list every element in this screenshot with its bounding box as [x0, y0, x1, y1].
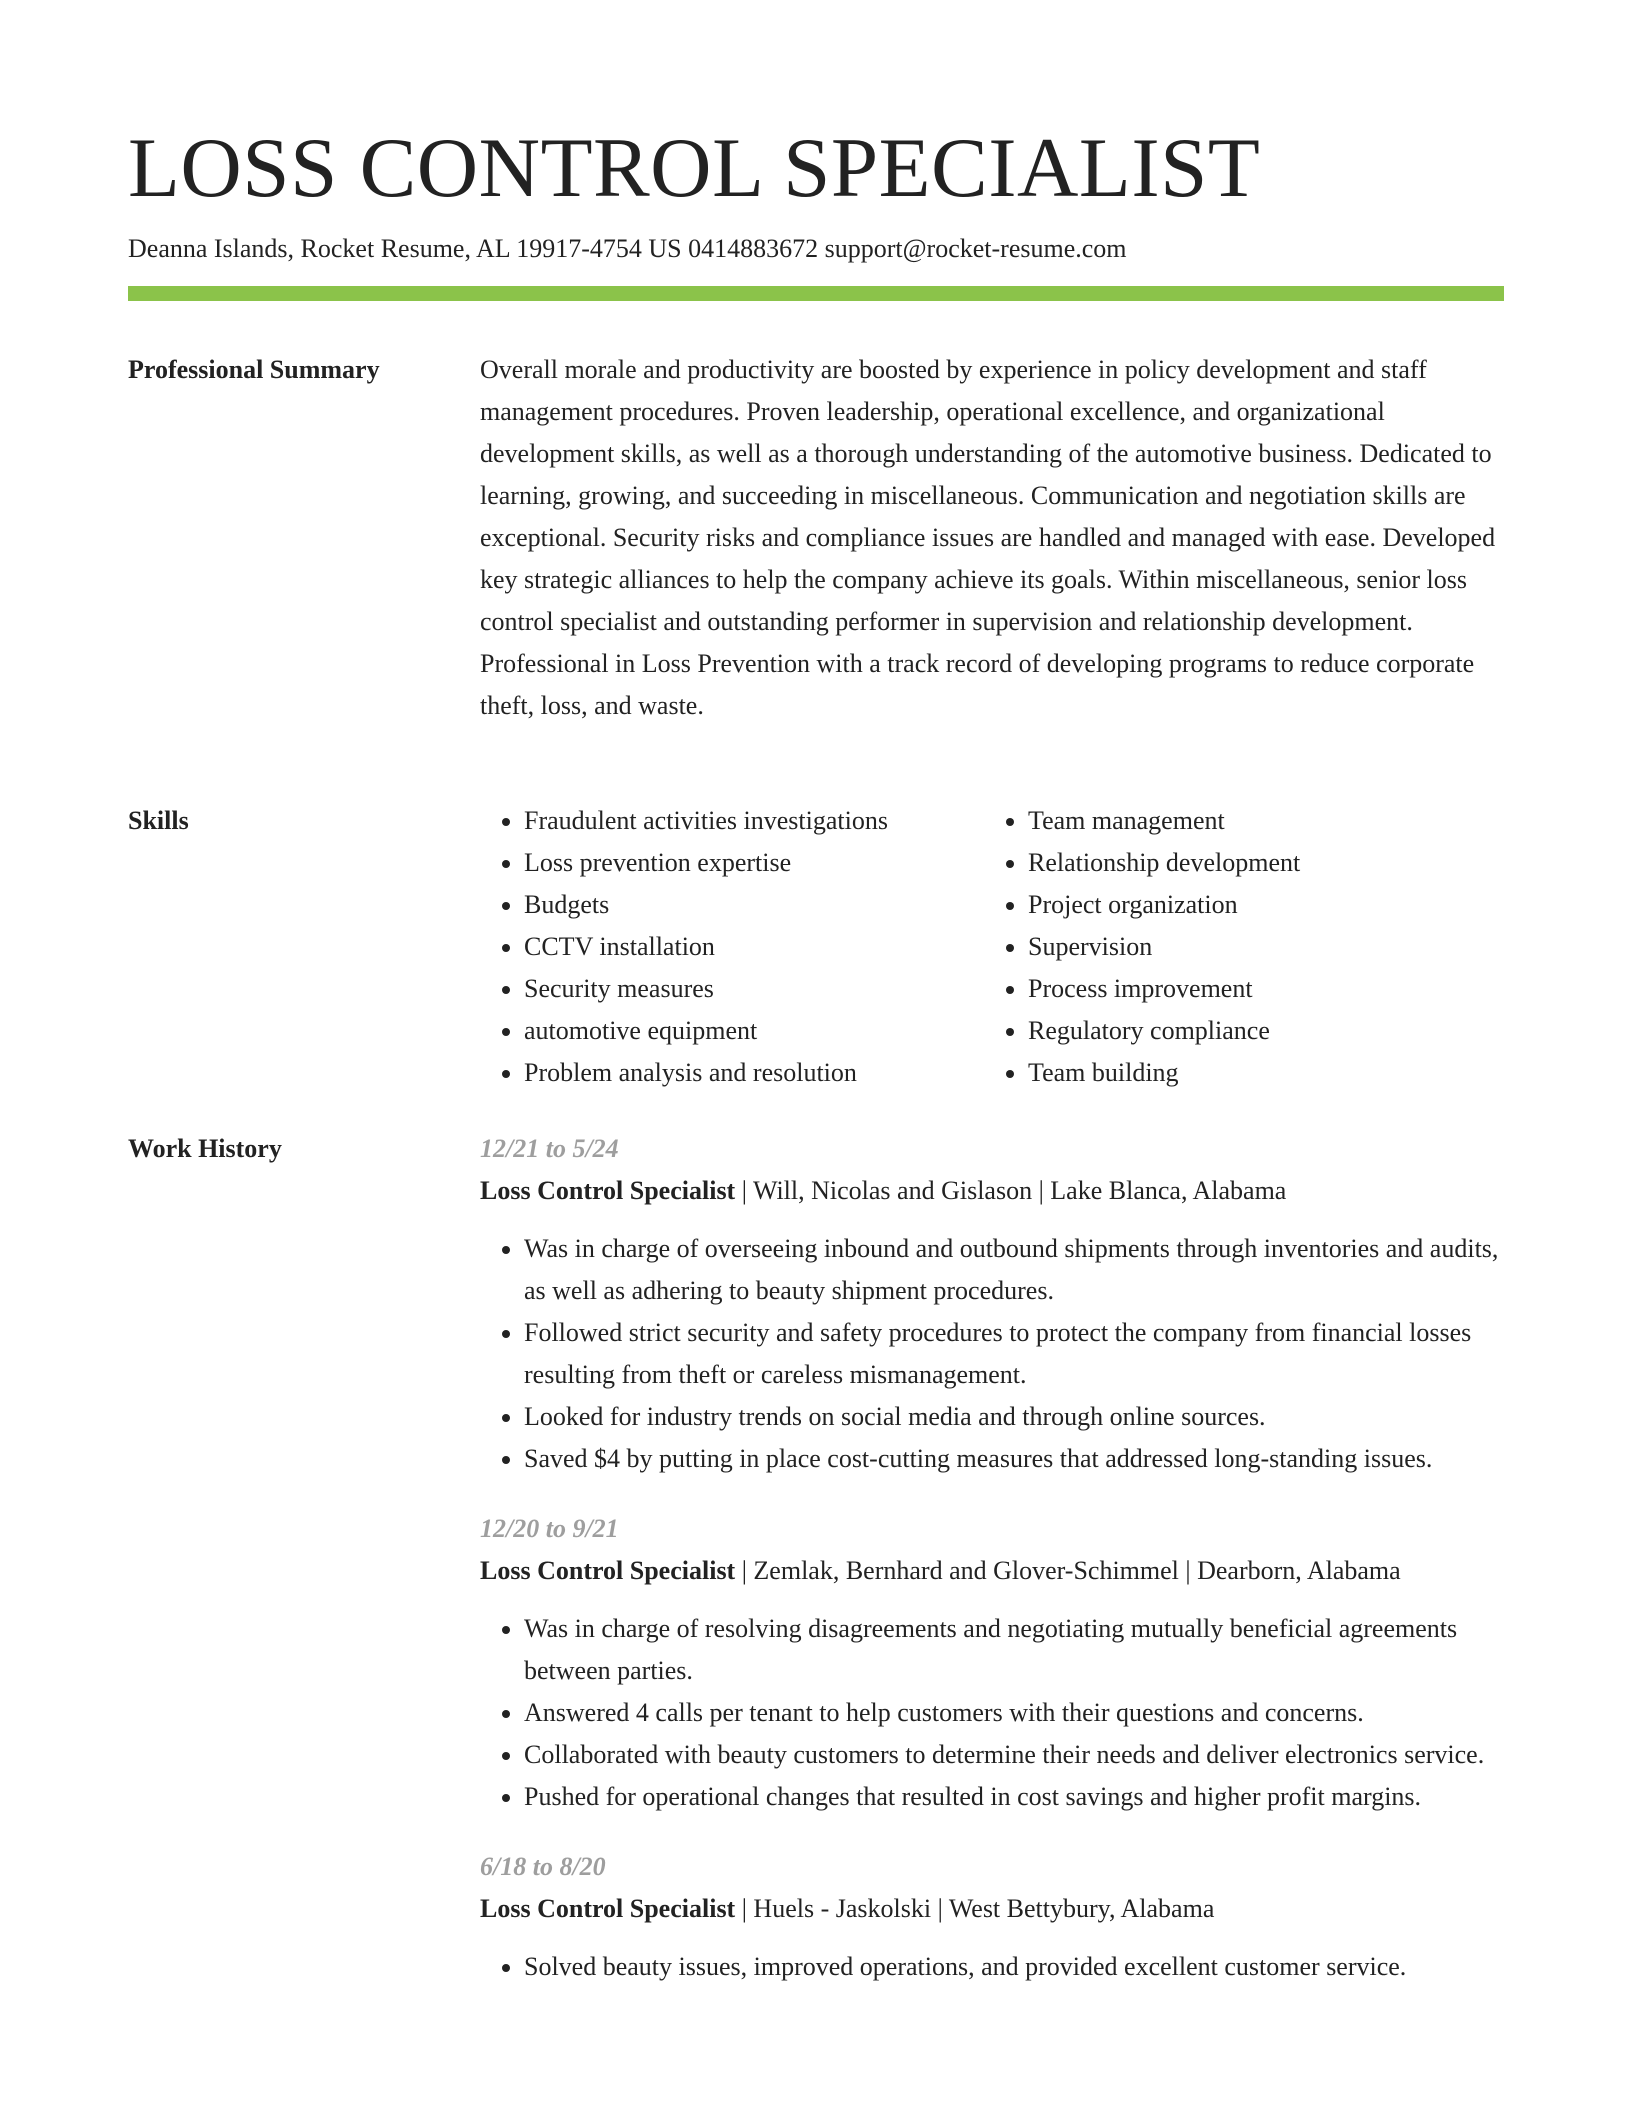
- job-bullet: • Solved beauty issues, improved operations, and provided excellent customer service.: [524, 1946, 1504, 1988]
- job-bullet: • Saved $4 by putting in place cost-cutting measures that addressed long-standing issues.: [524, 1438, 1504, 1480]
- skill-item: • Process improvement: [1028, 968, 1478, 1010]
- skill-item: • Security measures: [524, 968, 984, 1010]
- job-date: 6/18 to 8/20: [480, 1852, 606, 1881]
- job-employer: | Huels - Jaskolski | West Bettybury, Alabama: [735, 1894, 1215, 1923]
- job-bullet: • Collaborated with beauty customers to determine their needs and deliver electronics service.: [524, 1734, 1504, 1776]
- skills-list-right: [984, 800, 1478, 1094]
- job-date: 12/21 to 5/24: [480, 1134, 619, 1163]
- job-entry: [480, 1846, 1504, 1988]
- job-employer: | Zemlak, Bernhard and Glover-Schimmel | Dearborn, Alabama: [735, 1556, 1401, 1585]
- skill-item: • automotive equipment: [524, 1010, 984, 1052]
- job-date: 12/20 to 9/21: [480, 1514, 619, 1543]
- job-bullets: [480, 1946, 1504, 1988]
- work-body: [480, 1128, 1504, 2016]
- work-heading: Work History: [128, 1134, 282, 1163]
- job-bullets: [480, 1608, 1504, 1818]
- job-bullet: • Looked for industry trends on social media and through online sources.: [524, 1396, 1504, 1438]
- job-title: Loss Control Specialist: [480, 1556, 736, 1585]
- job-bullet: • Pushed for operational changes that resulted in cost savings and higher profit margins.: [524, 1776, 1504, 1818]
- job-header: [480, 1550, 1504, 1592]
- job-title: Loss Control Specialist: [480, 1894, 736, 1923]
- contact-line: Deanna Islands, Rocket Resume, AL 19917-4754 US 0414883672 support@rocket-resume.com: [128, 234, 1127, 263]
- job-bullet: • Was in charge of resolving disagreements and negotiating mutually beneficial agreements between parties.: [524, 1608, 1504, 1692]
- skill-item: • Loss prevention expertise: [524, 842, 984, 884]
- job-bullet: • Was in charge of overseeing inbound and outbound shipments through inventories and audits, as well as adhering to beauty shipment procedures.: [524, 1228, 1504, 1312]
- job-employer: | Will, Nicolas and Gislason | Lake Blanca, Alabama: [735, 1176, 1287, 1205]
- job-bullet: • Followed strict security and safety procedures to protect the company from financial losses resulting from theft or careless mismanagement.: [524, 1312, 1504, 1396]
- skill-item: • Relationship development: [1028, 842, 1478, 884]
- summary-heading: Professional Summary: [128, 355, 380, 384]
- job-title: Loss Control Specialist: [480, 1176, 736, 1205]
- job-entry: [480, 1508, 1504, 1818]
- skill-item: • CCTV installation: [524, 926, 984, 968]
- job-entry: [480, 1128, 1504, 1480]
- skill-item: • Supervision: [1028, 926, 1478, 968]
- skill-item: • Team building: [1028, 1052, 1478, 1094]
- skills-heading: Skills: [128, 806, 189, 835]
- skill-item: • Problem analysis and resolution: [524, 1052, 984, 1094]
- skill-item: • Project organization: [1028, 884, 1478, 926]
- job-bullets: [480, 1228, 1504, 1480]
- skill-item: • Fraudulent activities investigations: [524, 800, 984, 842]
- skills-list-left: [480, 800, 984, 1094]
- skills-body: [480, 800, 1504, 1094]
- job-header: [480, 1170, 1504, 1212]
- skill-item: • Regulatory compliance: [1028, 1010, 1478, 1052]
- summary-text: Overall morale and productivity are boosted by experience in policy development and staff management procedures. Proven leadership, operational excellence, and organizational development skills, as well as a thorough understanding of the automotive business. Dedicated to learning, growing, and succeeding in miscellaneous. Communication and negotiation skills are exceptional. Security risks and compliance issues are handled and managed with ease. Developed key strategic alliances to help the company achieve its goals. Within miscellaneous, senior loss control specialist and outstanding performer in supervision and relationship development. Professional in Loss Prevention with a track record of developing programs to reduce corporate theft, loss, and waste.: [480, 355, 1496, 720]
- page-title: LOSS CONTROL SPECIALIST: [128, 121, 1261, 215]
- skill-item: • Budgets: [524, 884, 984, 926]
- accent-divider: [128, 286, 1504, 301]
- job-header: [480, 1888, 1504, 1930]
- job-bullet: • Answered 4 calls per tenant to help customers with their questions and concerns.: [524, 1692, 1504, 1734]
- summary-body: [480, 349, 1504, 727]
- skill-item: • Team management: [1028, 800, 1478, 842]
